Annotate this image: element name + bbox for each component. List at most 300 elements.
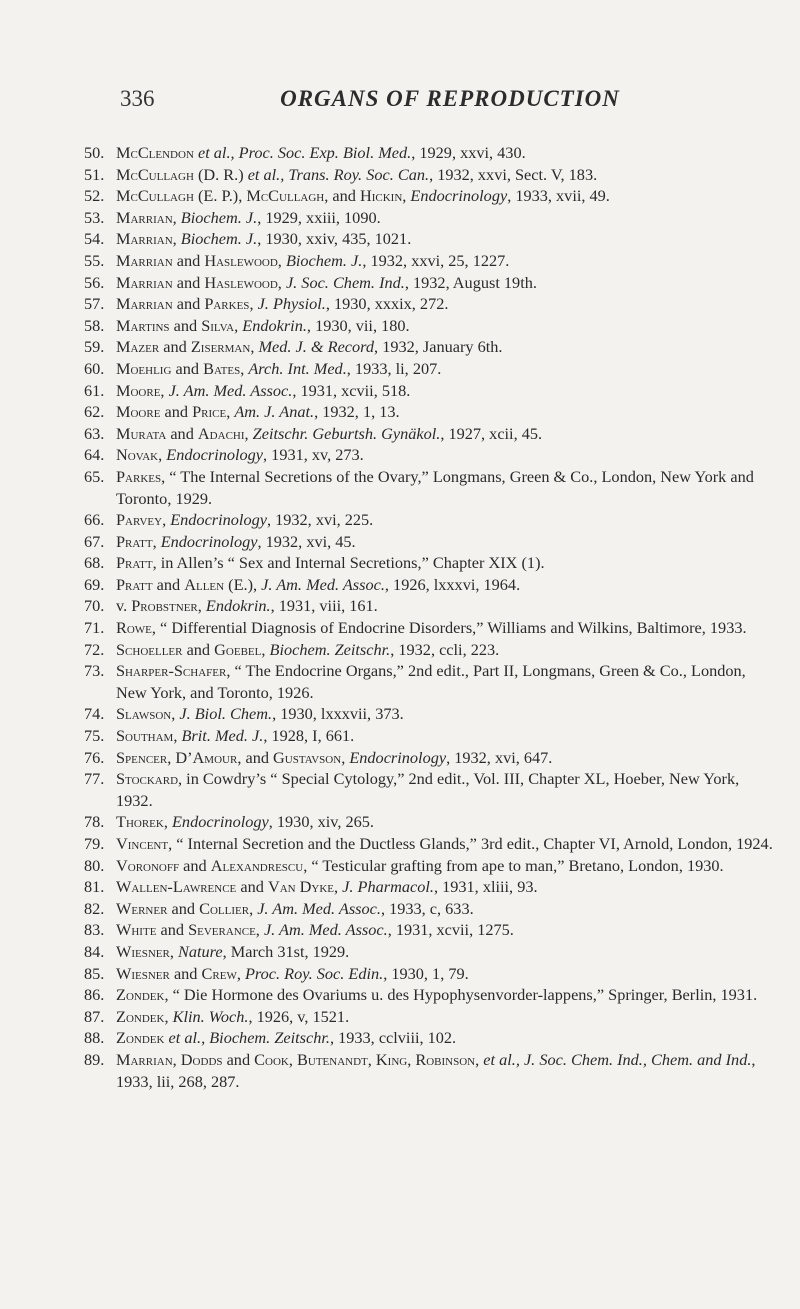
author-name: Martins <box>116 315 170 335</box>
reference-item <box>84 293 774 315</box>
citation-text: (D. R.) <box>193 164 248 184</box>
citation-text: , 1933, lii, 268, 287. <box>116 1049 756 1091</box>
reference-item <box>84 811 774 833</box>
journal-title: Am. J. Anat. <box>234 402 315 422</box>
author-name: Wallen-Lawrence <box>116 877 237 897</box>
citation-text: and <box>236 877 268 897</box>
citation-text: , <box>240 358 249 378</box>
reference-number: 62. <box>84 402 105 422</box>
citation-text: , 1928, I, 661. <box>263 726 355 746</box>
citation-text: , and <box>237 747 274 767</box>
journal-title: Biochem. J. <box>180 229 258 249</box>
reference-text <box>116 833 774 855</box>
journal-title: Endocrinology <box>410 186 508 206</box>
citation-text: and <box>222 1049 255 1069</box>
citation-text: , <box>152 531 161 551</box>
reference-item <box>84 185 774 207</box>
citation-text: , 1931, xcvii, 518. <box>292 380 411 400</box>
reference-text <box>116 1049 774 1092</box>
reference-item <box>84 142 774 164</box>
reference-text <box>116 1006 774 1028</box>
reference-text <box>116 250 774 272</box>
citation-text: , <box>288 1049 298 1069</box>
running-title: ORGANS OF REPRODUCTION <box>280 86 620 111</box>
journal-title: Arch. Int. Med. <box>248 358 347 378</box>
reference-number: 63. <box>84 423 105 443</box>
reference-text <box>116 963 774 985</box>
reference-number: 65. <box>84 466 105 486</box>
citation-text: , March 31st, 1929. <box>222 941 350 961</box>
reference-number: 70. <box>84 596 105 616</box>
reference-number: 81. <box>84 877 105 897</box>
author-name: Crew <box>201 963 237 983</box>
reference-number: 66. <box>84 510 105 530</box>
citation-text: , <box>334 877 343 897</box>
citation-text: , 1932, January 6th. <box>374 337 503 357</box>
author-name: Moore <box>116 402 161 422</box>
citation-text: , <box>341 747 350 767</box>
citation-text: , 1931, viii, 161. <box>270 596 378 616</box>
reference-number: 54. <box>84 229 105 249</box>
author-name: Van Dyke <box>267 877 335 897</box>
journal-title: J. Physiol. <box>257 294 326 314</box>
reference-item <box>84 336 774 358</box>
citation-text: , 1932, xvi, 225. <box>266 510 374 530</box>
reference-number: 64. <box>84 445 105 465</box>
citation-text: v. <box>116 596 132 616</box>
reference-item <box>84 984 774 1006</box>
citation-text: , “ The Endocrine Organs,” 2nd edit., Part II, Longmans, Green & Co., London, New York, and Toronto, 1926. <box>116 661 746 702</box>
citation-text: , <box>162 510 171 530</box>
reference-number: 76. <box>84 747 105 767</box>
citation-text: , <box>173 726 182 746</box>
citation-text: , <box>402 186 411 206</box>
author-name: Zondek <box>116 1006 165 1026</box>
citation-text: and <box>169 315 202 335</box>
reference-item <box>84 164 774 186</box>
journal-title: Nature <box>178 941 223 961</box>
author-name: Marrian <box>116 294 173 314</box>
reference-text <box>116 1027 774 1049</box>
reference-number: 87. <box>84 1006 105 1026</box>
citation-text: , <box>407 1049 416 1069</box>
reference-item <box>84 595 774 617</box>
citation-text: , <box>163 812 172 832</box>
reference-text <box>116 380 774 402</box>
citation-text: , 1932, xxvi, Sect. V, 183. <box>429 164 598 184</box>
author-name: Stockard <box>116 769 179 789</box>
reference-number: 59. <box>84 337 105 357</box>
citation-text: , 1932, xvi, 647. <box>446 747 553 767</box>
citation-text: , 1933, li, 207. <box>346 358 442 378</box>
citation-text: , 1931, xv, 273. <box>263 445 364 465</box>
reference-item <box>84 639 774 661</box>
author-name: Spencer <box>116 747 168 767</box>
citation-text: , <box>172 207 181 227</box>
citation-text: , <box>197 596 206 616</box>
reference-number: 58. <box>84 315 105 335</box>
reference-item <box>84 574 774 596</box>
reference-item <box>84 898 774 920</box>
citation-text: , 1930, xxiv, 435, 1021. <box>257 229 412 249</box>
citation-text: and <box>152 574 185 594</box>
citation-text: and <box>171 358 204 378</box>
reference-number: 71. <box>84 618 105 638</box>
reference-number: 60. <box>84 358 105 378</box>
author-name: Probstner <box>131 596 198 616</box>
author-name: Allen <box>184 574 225 594</box>
reference-number: 89. <box>84 1049 105 1069</box>
author-name: Marrian <box>116 207 173 227</box>
author-name: Slawson <box>116 704 172 724</box>
journal-title: Brit. Med. J. <box>181 726 264 746</box>
reference-text <box>116 941 774 963</box>
citation-text: , in Allen’s “ Sex and Internal Secretions,” Chapter XIX (1). <box>152 553 545 573</box>
author-name: Rowe <box>116 618 152 638</box>
citation-text: , <box>255 920 264 940</box>
reference-number: 77. <box>84 769 105 789</box>
journal-title: et al., Proc. Soc. Exp. Biol. Med. <box>197 143 412 162</box>
author-name: Severance <box>188 920 256 940</box>
page-header <box>120 86 680 126</box>
citation-text: , 1929, xxvi, 430. <box>411 143 526 162</box>
citation-text: , 1933, cclviii, 102. <box>329 1028 457 1048</box>
reference-text <box>116 531 774 553</box>
reference-number: 52. <box>84 186 105 206</box>
reference-item <box>84 660 774 703</box>
reference-text <box>116 811 774 833</box>
reference-text <box>116 768 774 811</box>
citation-text: , 1926, lxxxvi, 1964. <box>384 574 521 594</box>
journal-title: J. Pharmacol. <box>342 877 434 897</box>
citation-text: , <box>250 337 259 357</box>
citation-text: , “ Differential Diagnosis of Endocrine Disorders,” Williams and Wilkins, Baltimore, 1933. <box>151 618 747 638</box>
citation-text: , 1930, vii, 180. <box>306 315 410 335</box>
citation-text: , <box>367 1049 376 1069</box>
author-name: Marrian <box>116 1049 173 1069</box>
author-name: Adachi <box>197 423 245 443</box>
reference-text <box>116 336 774 358</box>
reference-text <box>116 423 774 445</box>
citation-text: , 1930, xxxix, 272. <box>325 294 449 314</box>
journal-title: Biochem. J. <box>285 250 363 270</box>
reference-item <box>84 466 774 509</box>
citation-text: , 1930, 1, 79. <box>383 963 469 983</box>
reference-text <box>116 855 774 877</box>
reference-text <box>116 358 774 380</box>
citation-text: , 1926, v, 1521. <box>248 1006 350 1026</box>
reference-number: 72. <box>84 639 105 659</box>
citation-text: and <box>159 337 191 357</box>
reference-text <box>116 466 774 509</box>
author-name: Wiesner <box>116 963 170 983</box>
author-name: King <box>375 1049 408 1069</box>
reference-item <box>84 531 774 553</box>
citation-text: and <box>179 855 211 875</box>
author-name: Haslewood <box>204 250 278 270</box>
citation-text: , 1931, xcvii, 1275. <box>387 920 514 940</box>
citation-text: , <box>158 445 167 465</box>
citation-text: , <box>249 898 258 918</box>
journal-title: et al., Biochem. Zeitschr. <box>168 1028 330 1048</box>
citation-text: , 1932, ccli, 223. <box>390 639 500 659</box>
reference-number: 56. <box>84 272 105 292</box>
reference-item <box>84 725 774 747</box>
reference-item <box>84 855 774 877</box>
author-name: Voronoff <box>116 855 180 875</box>
author-name: Goebel <box>214 639 262 659</box>
reference-number: 51. <box>84 164 105 184</box>
author-name: McCullagh <box>246 186 325 206</box>
author-name: Marrian <box>116 229 173 249</box>
reference-item <box>84 401 774 423</box>
citation-text: , <box>226 402 235 422</box>
reference-text <box>116 272 774 294</box>
author-name: Price <box>192 402 227 422</box>
reference-item <box>84 358 774 380</box>
author-name: Haslewood <box>204 272 278 292</box>
author-name: White <box>116 920 157 940</box>
reference-item <box>84 876 774 898</box>
journal-title: J. Am. Med. Assoc. <box>257 898 381 918</box>
citation-text: , <box>249 294 258 314</box>
author-name: Bates <box>203 358 241 378</box>
author-name: Butenandt <box>297 1049 368 1069</box>
reference-item <box>84 919 774 941</box>
journal-title: Zeitschr. Geburtsh. Gynäkol. <box>252 423 441 443</box>
reference-number: 82. <box>84 898 105 918</box>
reference-number: 74. <box>84 704 105 724</box>
citation-text: , <box>172 1049 181 1069</box>
citation-text: and <box>167 898 200 918</box>
author-name: Cook <box>254 1049 289 1069</box>
reference-text <box>116 142 774 164</box>
reference-text <box>116 293 774 315</box>
reference-item <box>84 1049 774 1092</box>
reference-item <box>84 423 774 445</box>
reference-text <box>116 207 774 229</box>
reference-text <box>116 164 774 186</box>
citation-text: , 1933, xvii, 49. <box>507 186 610 206</box>
author-name: Murata <box>116 423 167 443</box>
reference-text <box>116 703 774 725</box>
reference-item <box>84 207 774 229</box>
author-name: Hickin <box>359 186 403 206</box>
author-name: Dodds <box>180 1049 223 1069</box>
author-name: Werner <box>116 898 168 918</box>
author-name: Thorek <box>116 812 164 832</box>
author-name: McCullagh <box>116 164 194 184</box>
journal-title: J. Biol. Chem. <box>179 704 273 724</box>
author-name: Ziserman <box>190 337 251 357</box>
citation-text: , 1930, lxxxvii, 373. <box>272 704 404 724</box>
reference-text <box>116 401 774 423</box>
journal-title: J. Am. Med. Assoc. <box>263 920 388 940</box>
journal-title: Endocrinology <box>171 812 269 832</box>
reference-number: 83. <box>84 920 105 940</box>
citation-text: , 1931, xliii, 93. <box>433 877 538 897</box>
journal-title: Biochem. Zeitschr. <box>269 639 391 659</box>
reference-number: 88. <box>84 1028 105 1048</box>
author-name: Moore <box>116 380 161 400</box>
reference-item <box>84 747 774 769</box>
reference-text <box>116 509 774 531</box>
reference-number: 50. <box>84 143 105 162</box>
author-name: Mazer <box>116 337 160 357</box>
reference-item <box>84 509 774 531</box>
journal-title: Endocrinology <box>160 531 258 551</box>
journal-title: J. Am. Med. Assoc. <box>261 574 385 594</box>
reference-number: 69. <box>84 574 105 594</box>
citation-text: , 1932, xvi, 45. <box>257 531 356 551</box>
author-name: Southam <box>116 726 174 746</box>
citation-text: , “ Testicular grafting from ape to man,” Bretano, London, 1930. <box>303 855 724 875</box>
citation-text: , <box>160 380 169 400</box>
citation-text: and <box>169 963 202 983</box>
author-name: McClendon <box>116 143 194 162</box>
citation-text: and <box>172 250 205 270</box>
citation-text: , 1932, August 19th. <box>404 272 537 292</box>
journal-title: Biochem. J. <box>180 207 258 227</box>
citation-text: , <box>172 229 181 249</box>
reference-text <box>116 725 774 747</box>
reference-item <box>84 833 774 855</box>
citation-text: , “ Die Hormone des Ovariums u. des Hypophysenvorder-lappens,” Springer, Berlin, 1931. <box>164 985 758 1005</box>
author-name: McCullagh <box>116 186 194 206</box>
journal-title: J. Am. Med. Assoc. <box>168 380 293 400</box>
citation-text: , “ Internal Secretion and the Ductless Glands,” 3rd edit., Chapter VI, Arnold, London, 1924. <box>168 834 773 853</box>
citation-text: , <box>169 941 179 961</box>
reference-text <box>116 595 774 617</box>
citation-text: , “ The Internal Secretions of the Ovary,” Longmans, Green & Co., London, New York and Toronto, 1929. <box>116 466 754 508</box>
citation-text: , in Cowdry’s “ Special Cytology,” 2nd edit., Vol. III, Chapter XL, Hoeber, New York, 1932. <box>116 769 740 810</box>
citation-text: , <box>164 1006 173 1026</box>
reference-list <box>84 142 774 1092</box>
reference-item <box>84 315 774 337</box>
journal-title: Endocrinology <box>166 445 264 465</box>
citation-text: , <box>171 704 180 724</box>
reference-text <box>116 315 774 337</box>
author-name: Alexandrescu <box>210 855 304 875</box>
author-name: Pratt <box>116 531 153 551</box>
author-name: Pratt <box>116 574 153 594</box>
reference-item <box>84 617 774 639</box>
reference-item <box>84 228 774 250</box>
journal-title: Endokrin. <box>205 596 271 616</box>
reference-number: 75. <box>84 726 105 746</box>
citation-text: and <box>182 639 215 659</box>
reference-item <box>84 444 774 466</box>
reference-text <box>116 898 774 920</box>
citation-text: , <box>261 639 270 659</box>
reference-number: 86. <box>84 985 105 1005</box>
reference-text <box>116 185 774 207</box>
citation-text: , <box>234 315 243 335</box>
reference-text <box>116 617 774 639</box>
citation-text: and <box>160 402 193 422</box>
author-name: Parkes <box>116 466 162 486</box>
reference-item <box>84 941 774 963</box>
author-name: Pratt <box>116 553 153 573</box>
reference-number: 78. <box>84 812 105 832</box>
reference-number: 61. <box>84 380 105 400</box>
citation-text: , <box>236 963 245 983</box>
author-name: Schoeller <box>116 639 183 659</box>
journal-title: et al., J. Soc. Chem. Ind., Chem. and Ind. <box>483 1049 752 1069</box>
journal-title: et al., Trans. Roy. Soc. Can. <box>247 164 430 184</box>
reference-number: 53. <box>84 207 105 227</box>
reference-item <box>84 250 774 272</box>
author-name: Zondek <box>116 985 165 1005</box>
author-name: Marrian <box>116 250 173 270</box>
author-name: Sharper-Schafer <box>116 661 227 681</box>
citation-text: and <box>166 423 198 443</box>
author-name: Gustavson <box>273 747 342 767</box>
author-name: D’Amour <box>175 747 238 767</box>
author-name: Collier <box>199 898 250 918</box>
citation-text: , 1932, xxvi, 25, 1227. <box>362 250 510 270</box>
citation-text: , <box>244 423 253 443</box>
reference-item <box>84 552 774 574</box>
author-name: Silva <box>201 315 235 335</box>
citation-text: and <box>172 272 205 292</box>
reference-item <box>84 272 774 294</box>
author-name: Zondek <box>116 1028 165 1048</box>
reference-item <box>84 768 774 811</box>
reference-number: 79. <box>84 834 105 853</box>
journal-title: Endokrin. <box>242 315 307 335</box>
reference-number: 84. <box>84 941 105 961</box>
journal-title: Endocrinology <box>170 510 267 530</box>
reference-text <box>116 552 774 574</box>
journal-title: Proc. Roy. Soc. Edin. <box>244 963 384 983</box>
citation-text: , 1932, 1, 13. <box>314 402 400 422</box>
reference-number: 85. <box>84 963 105 983</box>
author-name: Parvey <box>116 510 163 530</box>
reference-text <box>116 984 774 1006</box>
journal-title: Klin. Woch. <box>172 1006 249 1026</box>
citation-text: , <box>167 747 176 767</box>
reference-text <box>116 228 774 250</box>
reference-text <box>116 747 774 769</box>
citation-text: and <box>156 920 189 940</box>
author-name: Vincent <box>116 834 169 853</box>
reference-text <box>116 639 774 661</box>
citation-text: , <box>475 1049 484 1069</box>
journal-title: Med. J. & Record <box>258 337 375 357</box>
journal-title: Endocrinology <box>349 747 447 767</box>
citation-text: (E. P.), <box>193 186 247 206</box>
reference-number: 80. <box>84 855 105 875</box>
citation-text: , 1929, xxiii, 1090. <box>257 207 381 227</box>
citation-text: , 1933, c, 633. <box>380 898 474 918</box>
reference-text <box>116 660 774 703</box>
page-number: 336 <box>120 86 155 111</box>
reference-item <box>84 1006 774 1028</box>
author-name: Novak <box>116 445 159 465</box>
author-name: Robinson <box>415 1049 476 1069</box>
citation-text: and <box>172 294 205 314</box>
journal-title: J. Soc. Chem. Ind. <box>285 272 405 292</box>
reference-item <box>84 703 774 725</box>
citation-text: , and <box>324 186 360 206</box>
reference-text <box>116 919 774 941</box>
citation-text: , <box>277 272 286 292</box>
citation-text: , 1930, xiv, 265. <box>268 812 374 832</box>
author-name: Wiesner <box>116 941 170 961</box>
author-name: Marrian <box>116 272 173 292</box>
reference-text <box>116 444 774 466</box>
